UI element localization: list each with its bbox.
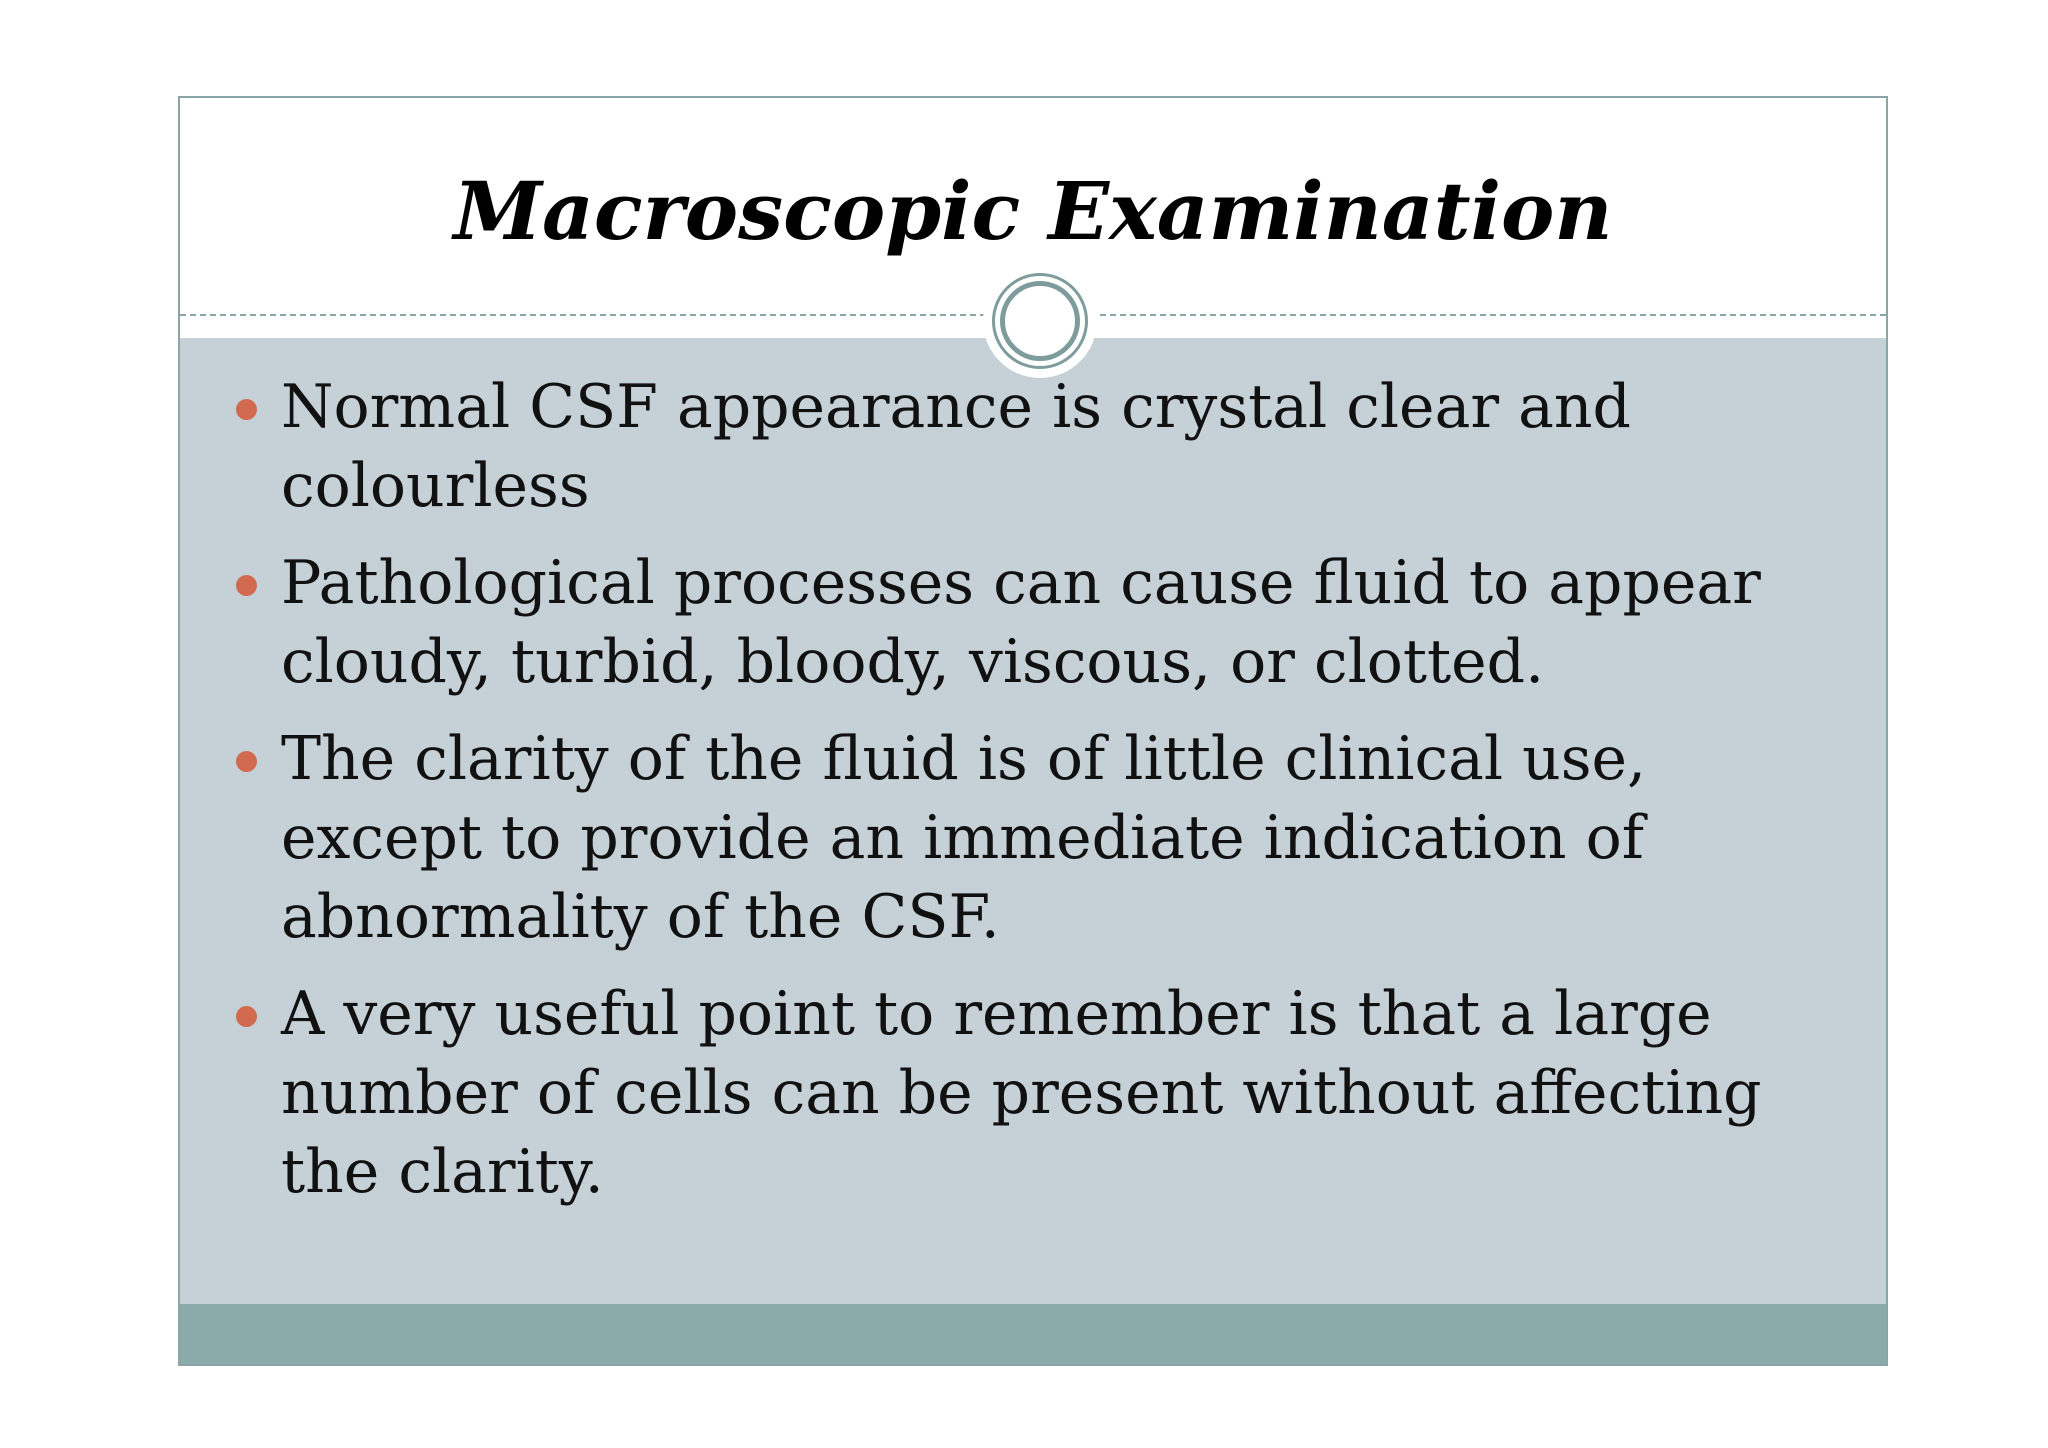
footer-band (180, 1304, 1886, 1364)
ornament-inner-ring (1000, 281, 1080, 361)
bullet-item (236, 544, 1856, 702)
slide (178, 96, 1888, 1366)
bullet-text: A very useful point to remember is that a large number of cells can be present without affecting the clarity. (281, 979, 1762, 1207)
round-bullet-icon (236, 1006, 257, 1027)
bullet-text: Normal CSF appearance is crystal clear and colourless (281, 372, 1631, 521)
bullet-item (236, 368, 1856, 526)
bullet-list (236, 368, 1856, 1230)
bullet-text: The clarity of the fluid is of little clinical use, except to provide an immediate indication of abnormality of the CSF. (281, 724, 1647, 952)
bullet-text: Pathological processes can cause fluid to appear cloudy, turbid, bloody, viscous, or clotted. (281, 548, 1761, 697)
bullet-item (236, 720, 1856, 957)
slide-title: Macroscopic Examination (453, 164, 1613, 258)
round-bullet-icon (236, 575, 257, 596)
round-bullet-icon (236, 399, 257, 420)
round-bullet-icon (236, 751, 257, 772)
bullet-item (236, 975, 1856, 1212)
